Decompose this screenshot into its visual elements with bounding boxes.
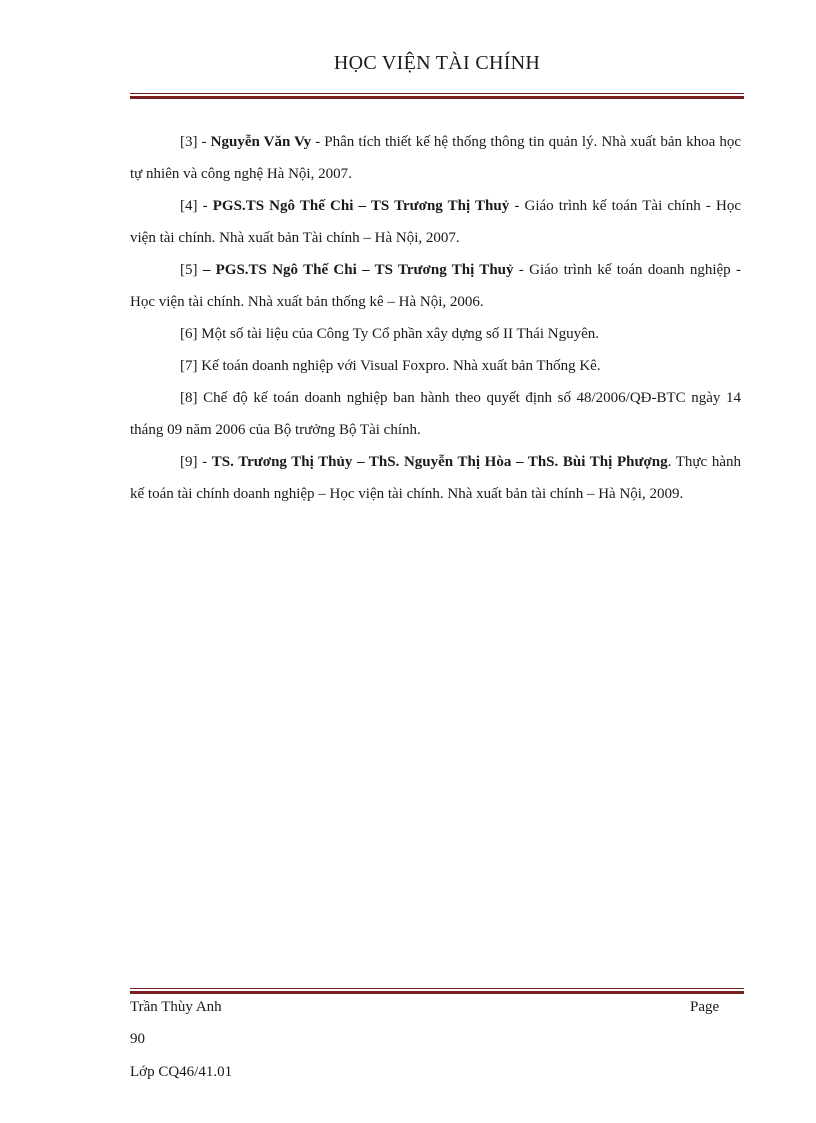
reference-text: - Giáo trình kế toán doanh nghiệp - Học viện tài chính. Nhà xuất bản thống kê – Hà Nội, 2006. (130, 262, 741, 310)
reference-number: [6] (180, 326, 202, 342)
reference-authors: PGS.TS Ngô Thế Chi – TS Trương Thị Thuỷ (212, 198, 510, 214)
reference-item-6 (130, 318, 741, 350)
reference-text: - Giáo trình kế toán Tài chính - Học viện tài chính. Nhà xuất bản Tài chính – Hà Nội, 2007. (130, 198, 741, 246)
footer-page-number: 90 (130, 1031, 145, 1047)
reference-item-3 (130, 126, 741, 190)
header-divider (130, 93, 744, 99)
reference-authors: – PGS.TS Ngô Thế Chi – TS Trương Thị Thuỷ (202, 262, 514, 278)
page-header-title: HỌC VIỆN TÀI CHÍNH (333, 52, 541, 74)
reference-item-8 (130, 382, 741, 446)
reference-authors: TS. Trương Thị Thủy – ThS. Nguyễn Thị Hòa – ThS. Bùi Thị Phượng (211, 454, 668, 470)
reference-text: . Thực hành kế toán tài chính doanh nghiệp – Học viện tài chính. Nhà xuất bản tài chính – Hà Nội, 2009. (130, 454, 741, 502)
reference-item-7 (130, 350, 741, 382)
reference-number: [7] (180, 358, 202, 374)
footer-divider (130, 988, 744, 994)
reference-item-9 (130, 446, 741, 510)
reference-item-5 (130, 254, 741, 318)
reference-text: Kế toán doanh nghiệp với Visual Foxpro. Nhà xuất bản Thống Kê. (201, 358, 601, 374)
footer-page-label: Page (690, 999, 720, 1015)
reference-text: Chế độ kế toán doanh nghiệp ban hành theo quyết định số 48/2006/QĐ-BTC ngày 14 tháng 09 năm 2006 của Bộ trưởng Bộ Tài chính. (130, 390, 741, 438)
reference-number: [8] (180, 390, 204, 406)
reference-list (130, 126, 741, 510)
reference-number: [5] (180, 262, 203, 278)
reference-number: [4] - (180, 198, 213, 214)
reference-number: [3] - (180, 134, 211, 150)
reference-text: - Phân tích thiết kế hệ thống thông tin quản lý. Nhà xuất bản khoa học tự nhiên và công nghệ Hà Nội, 2007. (130, 134, 741, 182)
footer-author: Trần Thùy Anh (130, 999, 222, 1015)
footer-class-name: Lớp CQ46/41.01 (130, 1064, 233, 1080)
reference-number: [9] - (180, 454, 212, 470)
reference-item-4 (130, 190, 741, 254)
reference-authors: Nguyễn Văn Vy (210, 134, 312, 150)
reference-text: Một số tài liệu của Công Ty Cổ phần xây dựng số II Thái Nguyên. (201, 326, 599, 342)
